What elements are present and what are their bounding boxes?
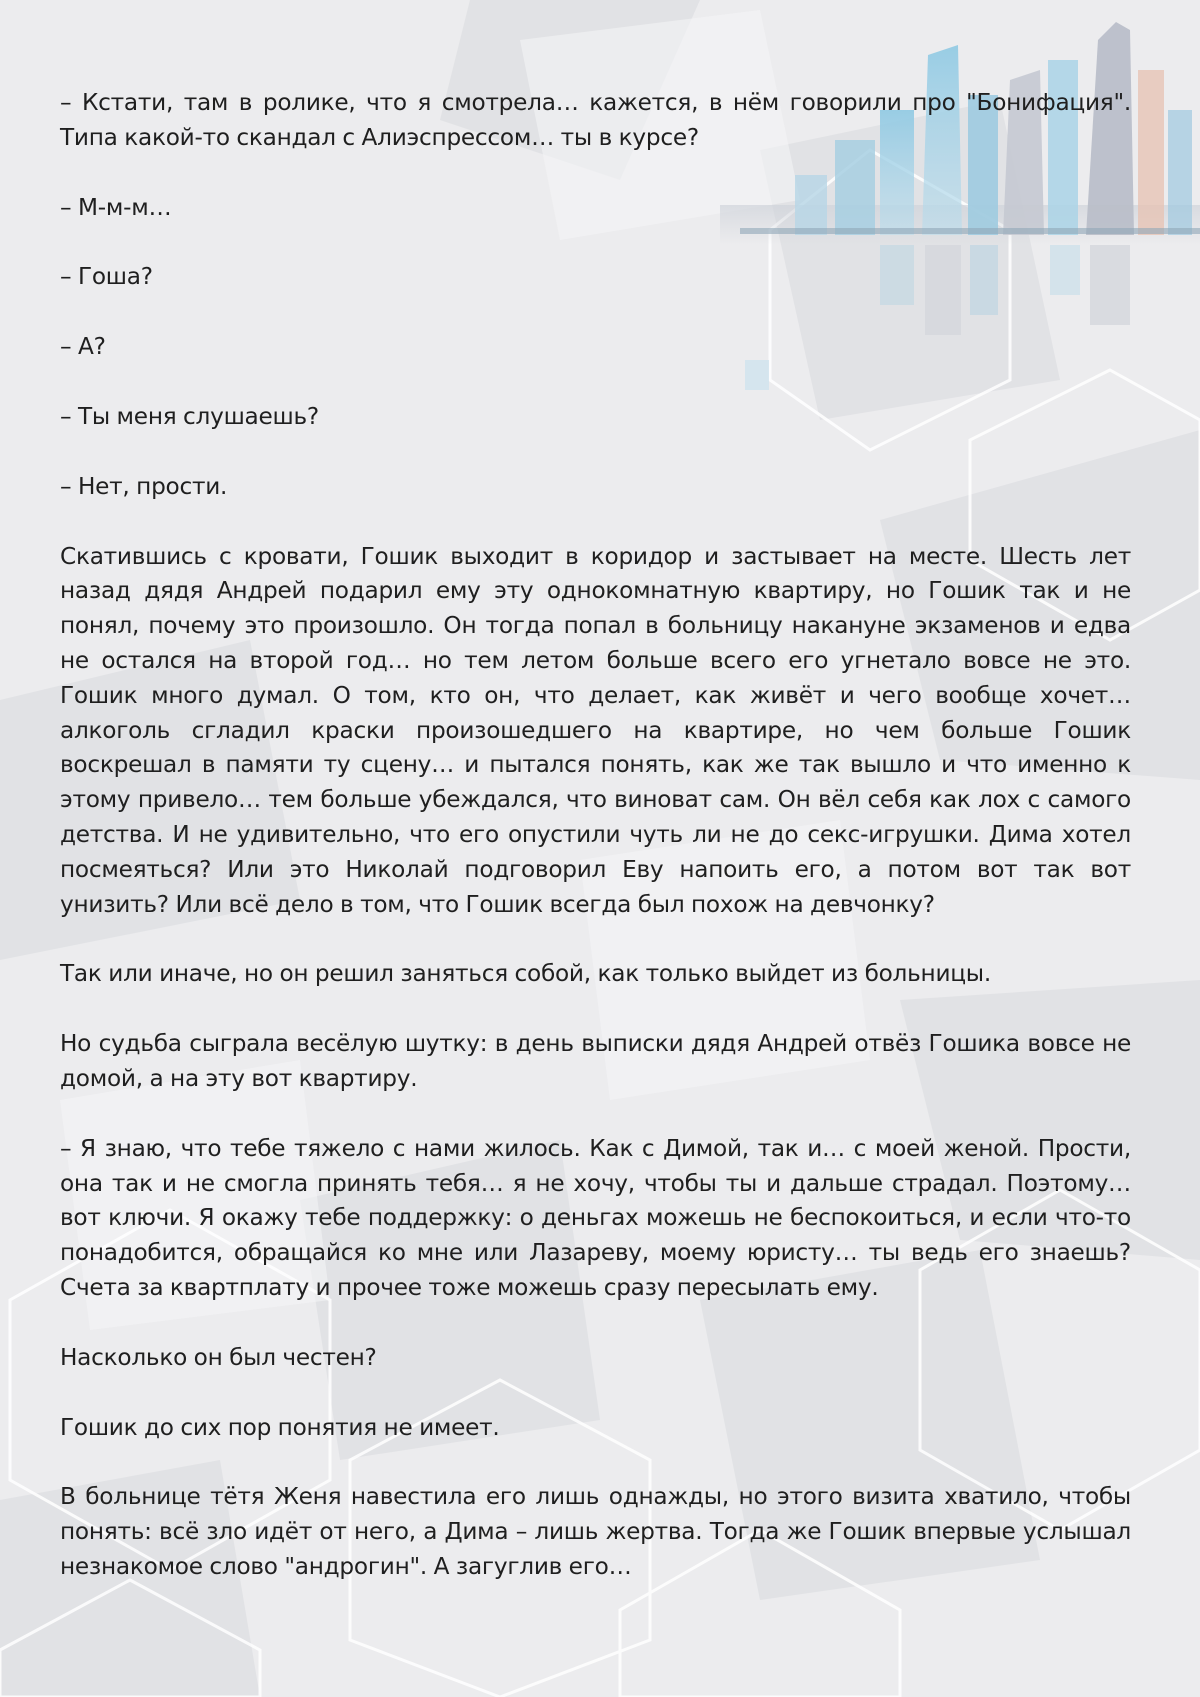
dialogue-paragraph: – Я знаю, что тебе тяжело с нами жилось. Как с Димой, так и… с моей женой. Прости, она так и не смогла принять тебя… я не хочу, чтобы ты и дальше страдал. Поэтому… вот ключи. Я окажу тебе поддержку: о деньгах можешь не беспокоиться, и если что-то понадобится, обращайся ко мне или Лазареву, моему юристу… ты ведь его знаешь? Счета за квартплату и прочее тоже можешь сразу пересылать ему. — [60, 1134, 1131, 1301]
dialogue-paragraph: – Ты меня слушаешь? — [60, 402, 319, 430]
dialogue-paragraph: – Кстати, там в ролике, что я смотрела… кажется, в нём говорили про "Бонифация". Типа какой-то скандал с Алиэспрессом… ты в курсе? — [60, 89, 1131, 151]
dialogue-paragraph: – Гоша? — [60, 263, 153, 291]
narrative-paragraph: Так или иначе, но он решил заняться собой, как только выйдет из больницы. — [60, 960, 991, 988]
narrative-paragraph: Но судьба сыграла весёлую шутку: в день выписки дядя Андрей отвёз Гошика вовсе не домой, а на эту вот квартиру. — [60, 1030, 1131, 1092]
dialogue-paragraph: – А? — [60, 333, 106, 361]
narrative-paragraph: Насколько он был честен? — [60, 1343, 377, 1371]
dialogue-paragraph: – Нет, прости. — [60, 472, 228, 500]
narrative-paragraph: Скатившись с кровати, Гошик выходит в коридор и застывает на месте. Шесть лет назад дядя Андрей подарил ему эту однокомнатную квартиру, но Гошик так и не понял, почему это произошло. Он тогда попал в больницу накануне экзаменов и едва не остался на второй год… но тем летом больше всего его угнетало вовсе не это. Гошик много думал. О том, кто он, что делает, как живёт и чего вообще хочет… алкоголь сгладил краски произошедшего на квартире, но чем больше Гошик воскрешал в памяти ту сцену… и пытался понять, как же так вышло и что именно к этому привело… тем больше убеждался, что виноват сам. Он вёл себя как лох с самого детства. И не удивительно, что его опустили чуть ли не до секс-игрушки. Дима хотел посмеяться? Или это Николай подговорил Еву напоить его, а потом вот так вот унизить? Или всё дело в том, что Гошик всегда был похож на девчонку? — [60, 542, 1131, 918]
document-body — [60, 86, 1131, 1620]
dialogue-paragraph: – М-м-м… — [60, 193, 172, 221]
narrative-paragraph: Гошик до сих пор понятия не имеет. — [60, 1413, 500, 1441]
narrative-paragraph: В больнице тётя Женя навестила его лишь однажды, но этого визита хватило, чтобы понять: всё зло идёт от него, а Дима – лишь жертва. Тогда же Гошик впервые услышал незнакомое слово "андрогин". А загуглив его… — [60, 1483, 1131, 1580]
